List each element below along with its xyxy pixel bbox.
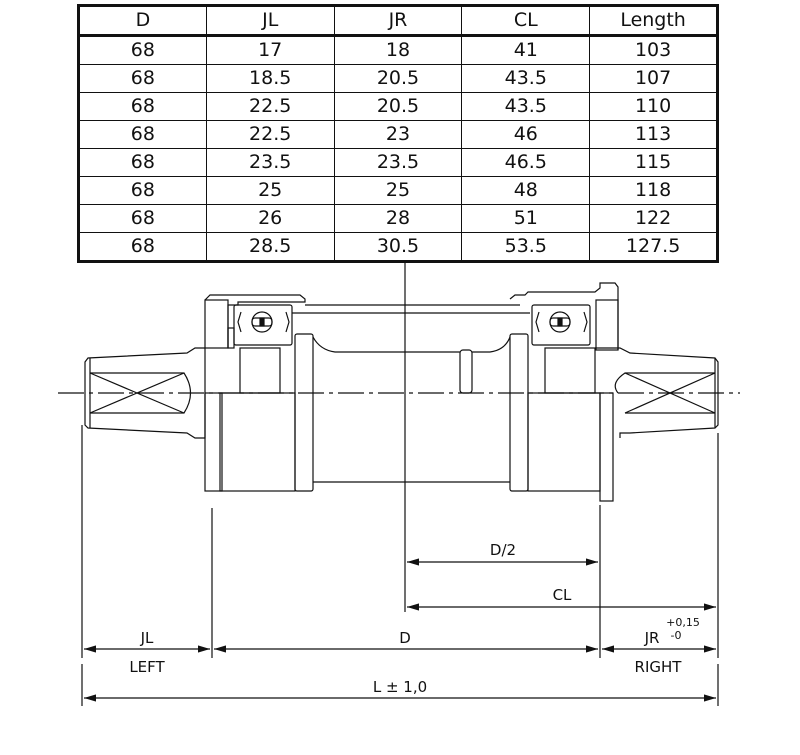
cell-jr: 20.5 <box>334 65 462 93</box>
cell-jr: 20.5 <box>334 93 462 121</box>
cell-length: 122 <box>590 205 718 233</box>
col-header-d: D <box>79 6 207 36</box>
cell-jl: 26 <box>206 205 334 233</box>
cell-cl: 43.5 <box>462 65 590 93</box>
col-header-cl: CL <box>462 6 590 36</box>
cell-d: 68 <box>79 233 207 262</box>
cell-d: 68 <box>79 121 207 149</box>
label-jr-tol-lower: -0 <box>670 629 682 642</box>
cell-length: 113 <box>590 121 718 149</box>
cell-d: 68 <box>79 65 207 93</box>
cell-d: 68 <box>79 36 207 65</box>
left-bearing <box>234 305 292 345</box>
cell-length: 118 <box>590 177 718 205</box>
cell-jl: 25 <box>206 177 334 205</box>
label-cl: CL <box>552 586 572 604</box>
cell-cl: 46 <box>462 121 590 149</box>
cell-length: 127.5 <box>590 233 718 262</box>
col-header-jl: JL <box>206 6 334 36</box>
label-total-length: L ± 1,0 <box>372 678 428 696</box>
cell-jr: 28 <box>334 205 462 233</box>
col-header-jr: JR <box>334 6 462 36</box>
cell-cl: 48 <box>462 177 590 205</box>
cell-length: 110 <box>590 93 718 121</box>
cell-length: 103 <box>590 36 718 65</box>
cell-cl: 53.5 <box>462 233 590 262</box>
cell-jr: 30.5 <box>334 233 462 262</box>
cell-jl: 22.5 <box>206 93 334 121</box>
cell-length: 115 <box>590 149 718 177</box>
right-bearing <box>532 305 590 345</box>
right-sleeve-collar <box>510 334 528 491</box>
cell-cl: 41 <box>462 36 590 65</box>
cell-jr: 25 <box>334 177 462 205</box>
left-cup <box>205 295 305 491</box>
label-jr: JR <box>644 629 660 647</box>
cell-jl: 17 <box>206 36 334 65</box>
cell-d: 68 <box>79 93 207 121</box>
cell-d: 68 <box>79 205 207 233</box>
cell-length: 107 <box>590 65 718 93</box>
cell-cl: 46.5 <box>462 149 590 177</box>
cell-cl: 51 <box>462 205 590 233</box>
cell-jl: 22.5 <box>206 121 334 149</box>
left-sleeve-collar <box>295 334 400 491</box>
label-jr-tol-upper: +0,15 <box>666 616 700 629</box>
label-right: RIGHT <box>634 658 682 676</box>
cell-jl: 28.5 <box>206 233 334 262</box>
cell-d: 68 <box>79 177 207 205</box>
cell-jr: 23.5 <box>334 149 462 177</box>
cell-jr: 23 <box>334 121 462 149</box>
cell-d: 68 <box>79 149 207 177</box>
right-cup <box>510 283 618 501</box>
label-d: D <box>399 629 411 647</box>
cell-jl: 23.5 <box>206 149 334 177</box>
label-jl: JL <box>140 629 154 647</box>
cell-jl: 18.5 <box>206 65 334 93</box>
label-left: LEFT <box>129 658 165 676</box>
cell-jr: 18 <box>334 36 462 65</box>
cell-cl: 43.5 <box>462 93 590 121</box>
col-header-length: Length <box>590 6 718 36</box>
label-d-half: D/2 <box>489 541 517 559</box>
